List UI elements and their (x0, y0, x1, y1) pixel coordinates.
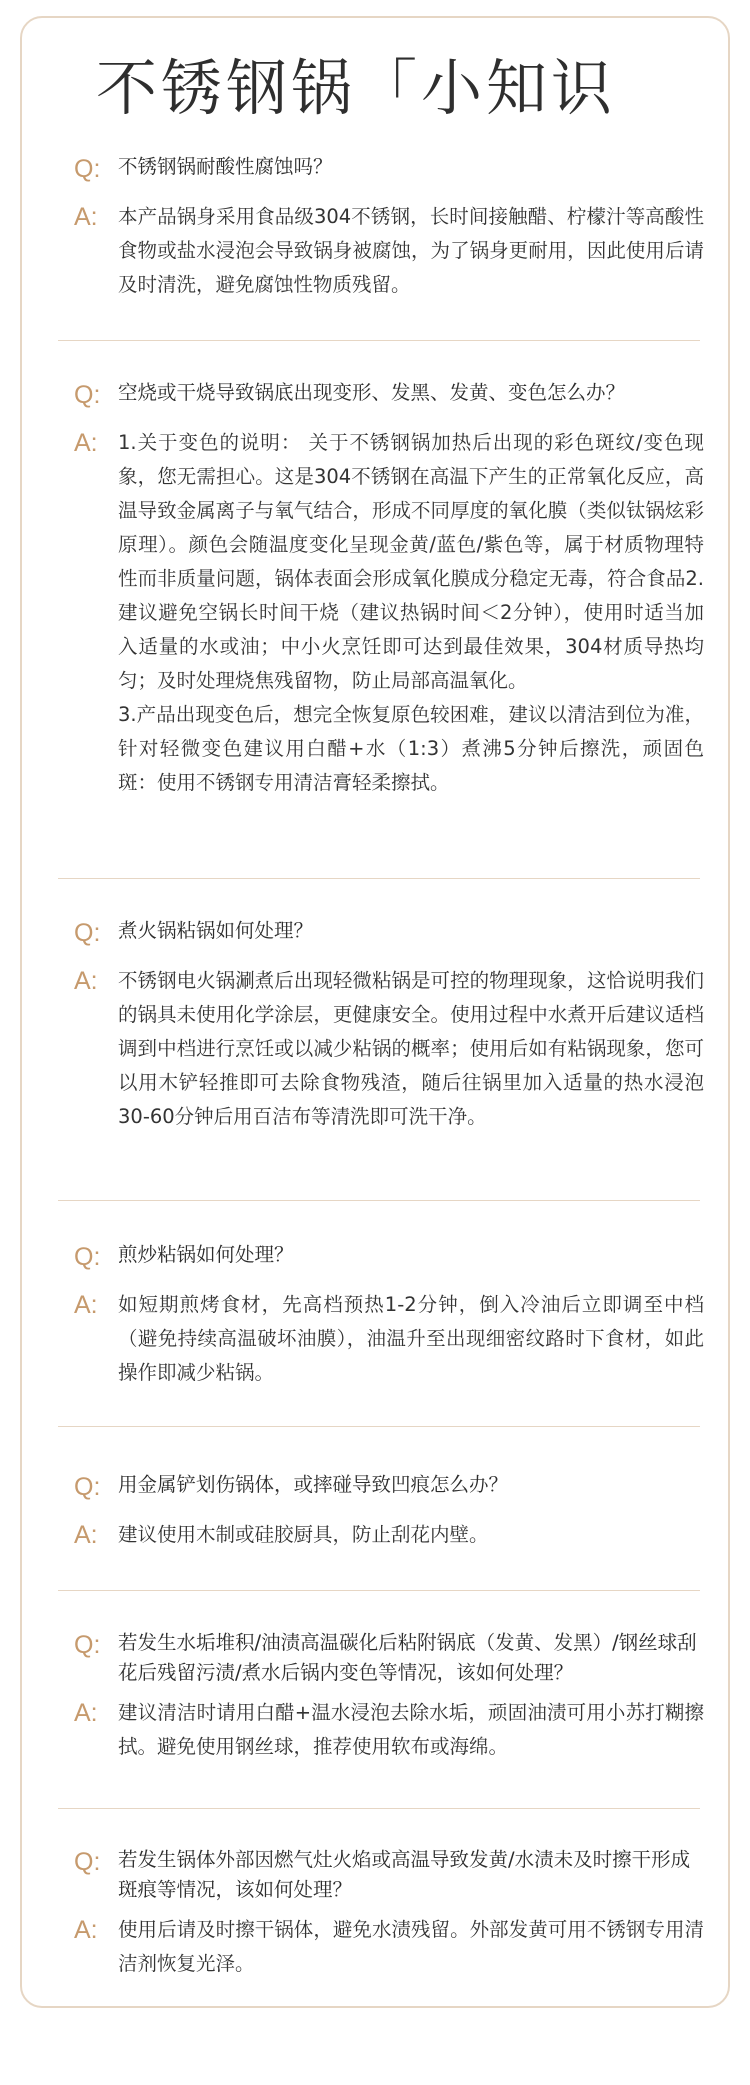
divider (58, 340, 700, 341)
question-text: 煮火锅粘锅如何处理？ (118, 919, 314, 942)
answer-row (74, 426, 704, 800)
answer-text: 不锈钢电火锅涮煮后出现轻微粘锅是可控的物理现象，这恰说明我们的锅具未使用化学涂层，更健康安全。使用过程中水煮开后建议适档调到中档进行烹饪或以减少粘锅的概率；使用后如有粘锅现象，您可以用木铲轻推即可去除食物残渣，随后往锅里加入适量的热水浸泡30-60分钟后用百洁布等清洗即可洗干净。 (118, 969, 704, 1128)
answer-text: 本产品锅身采用食品级304不锈钢，长时间接触醋、柠檬汁等高酸性食物或盐水浸泡会导致锅身被腐蚀，为了锅身更耐用，因此使用后请及时清洗，避免腐蚀性物质残留。 (118, 205, 704, 296)
answer-text: 使用后请及时擦干锅体，避免水渍残留。外部发黄可用不锈钢专用清洁剂恢复光泽。 (118, 1918, 704, 1975)
faq-item (74, 1470, 704, 1552)
faq-item (74, 152, 704, 302)
question-text: 煎炒粘锅如何处理？ (118, 1243, 294, 1266)
question-marker: Q: (74, 155, 101, 183)
answer-marker: A: (74, 1521, 98, 1549)
answer-marker: A: (74, 203, 98, 231)
answer-text-part-2: 3.产品出现变色后，想完全恢复原色较困难，建议以清洁到位为准，针对轻微变色建议用白醋+水（1:3）煮沸5分钟后擦洗，顽固色斑：使用不锈钢专用清洁膏轻柔擦拭。 (118, 703, 704, 794)
question-text: 空烧或干烧导致锅底出现变形、发黑、发黄、变色怎么办？ (118, 381, 626, 404)
answer-row (74, 1288, 704, 1390)
answer-marker: A: (74, 1291, 98, 1319)
faq-item (74, 1240, 704, 1390)
question-row (74, 378, 704, 408)
question-row (74, 1628, 704, 1688)
answer-row (74, 1696, 704, 1764)
question-row (74, 1845, 704, 1905)
question-marker: Q: (74, 1848, 101, 1876)
question-marker: Q: (74, 919, 101, 947)
faq-item (74, 1628, 704, 1764)
faq-item (74, 1845, 704, 1981)
question-row (74, 1470, 704, 1500)
faq-item (74, 378, 704, 800)
question-marker: Q: (74, 381, 101, 409)
answer-marker: A: (74, 967, 98, 995)
answer-text: 1.关于变色的说明： 关于不锈钢锅加热后出现的彩色斑纹/变色现象，您无需担心。这是304不锈钢在高温下产生的正常氧化反应，高温导致金属离子与氧气结合，形成不同厚度的氧化膜（类似钛锅炫彩原理）。颜色会随温度变化呈现金黄/蓝色/紫色等，属于材质物理特性而非质量问题，锅体表面会形成氧化膜成分稳定无毒，符合食品2.建议避免空锅长时间干烧（建议热锅时间＜2分钟），使用时适当加入适量的水或油；中小火烹饪即可达到最佳效果，304材质导热均匀；及时处理烧焦残留物，防止局部高温氧化。 (118, 431, 704, 692)
question-text: 若发生锅体外部因燃气灶火焰或高温导致发黄/水渍未及时擦干形成斑痕等情况，该如何处理？ (118, 1848, 691, 1901)
answer-marker: A: (74, 1916, 98, 1944)
answer-text: 如短期煎烤食材，先高档预热1-2分钟，倒入冷油后立即调至中档（避免持续高温破坏油膜），油温升至出现细密纹路时下食材，如此操作即减少粘锅。 (118, 1293, 704, 1384)
answer-row (74, 1913, 704, 1981)
page-title: 不锈钢锅「小知识 (96, 53, 617, 124)
answer-row (74, 964, 704, 1134)
question-text: 用金属铲划伤锅体，或摔碰导致凹痕怎么办？ (118, 1473, 509, 1496)
divider (58, 1590, 700, 1591)
divider (58, 1808, 700, 1809)
question-marker: Q: (74, 1631, 101, 1659)
answer-marker: A: (74, 429, 98, 457)
question-marker: Q: (74, 1473, 101, 1501)
divider (58, 1426, 700, 1427)
answer-row (74, 200, 704, 302)
question-row (74, 1240, 704, 1270)
question-text: 不锈钢锅耐酸性腐蚀吗？ (118, 155, 333, 178)
answer-marker: A: (74, 1699, 98, 1727)
question-text: 若发生水垢堆积/油渍高温碳化后粘附锅底（发黄、发黑）/钢丝球刮花后残留污渍/煮水后锅内变色等情况，该如何处理？ (118, 1631, 697, 1684)
divider (58, 1200, 700, 1201)
question-row (74, 152, 704, 182)
faq-item (74, 916, 704, 1134)
answer-text: 建议清洁时请用白醋+温水浸泡去除水垢，顽固油渍可用小苏打糊擦拭。避免使用钢丝球，推荐使用软布或海绵。 (118, 1701, 704, 1758)
answer-text: 建议使用木制或硅胶厨具，防止刮花内壁。 (118, 1523, 489, 1546)
question-marker: Q: (74, 1243, 101, 1271)
question-row (74, 916, 704, 946)
answer-row (74, 1518, 704, 1552)
divider (58, 878, 700, 879)
